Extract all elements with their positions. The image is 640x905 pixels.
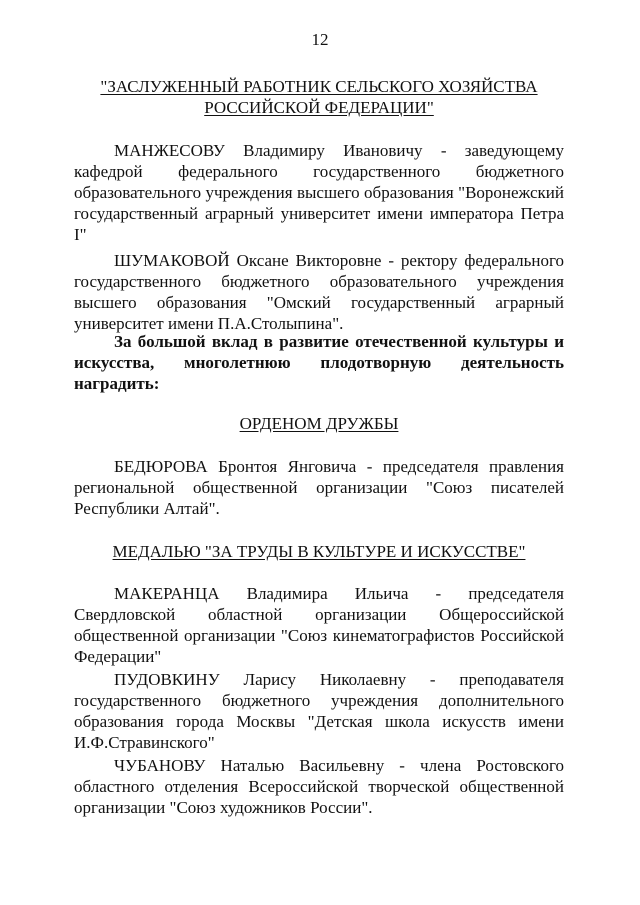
award-entry-6: ЧУБАНОВУ Наталью Васильевну - члена Ростовского областного отделения Всероссийской творческой общественной организации "Союз художников России". <box>74 756 564 817</box>
award-entry-2: ШУМАКОВОЙ Оксане Викторовне - ректору федерального государственного бюджетного образовательного учреждения высшего образования "Омский государственный аграрный университет имени П.А.Столыпина". <box>74 251 564 333</box>
section-3-entries <box>74 583 564 818</box>
page-number: 12 <box>311 30 329 49</box>
section-1 <box>74 76 564 118</box>
section-1-title-line-2: РОССИЙСКОЙ ФЕДЕРАЦИИ" <box>204 98 434 117</box>
decree-block <box>74 331 564 394</box>
section-2-title: ОРДЕНОМ ДРУЖБЫ <box>239 414 399 433</box>
award-entry-5: ПУДОВКИНУ Ларису Николаевну - преподавателя государственного бюджетного учреждения дополнительного образования города Москвы "Детская школа искусств имени И.Ф.Стравинского" <box>74 670 564 752</box>
award-entry-1: МАНЖЕСОВУ Владимиру Ивановичу - заведующему кафедрой федерального государственного бюджетного образовательного учреждения высшего образования "Воронежский государственный аграрный университет имени императора Петра I" <box>74 141 564 244</box>
section-1-title-line-1: "ЗАСЛУЖЕННЫЙ РАБОТНИК СЕЛЬСКОГО ХОЗЯЙСТВА <box>100 77 538 96</box>
section-1-title <box>74 76 564 118</box>
award-entry-3: БЕДЮРОВА Бронтоя Янговича - председателя правления региональной общественной организации "Союз писателей Республики Алтай". <box>74 457 564 518</box>
award-entry-4: МАКЕРАНЦА Владимира Ильича - председателя Свердловской областной организации Общероссийской общественной организации "Союз кинематографистов Российской Федерации" <box>74 584 564 666</box>
section-1-entries <box>74 140 564 334</box>
section-3 <box>74 541 564 562</box>
section-3-title: МЕДАЛЬЮ "ЗА ТРУДЫ В КУЛЬТУРЕ И ИСКУССТВЕ" <box>112 542 526 561</box>
section-2-entries <box>74 456 564 519</box>
section-2 <box>74 413 564 434</box>
decree-text: За большой вклад в развитие отечественной культуры и искусства, многолетнюю плодотворную деятельность наградить: <box>74 332 564 393</box>
